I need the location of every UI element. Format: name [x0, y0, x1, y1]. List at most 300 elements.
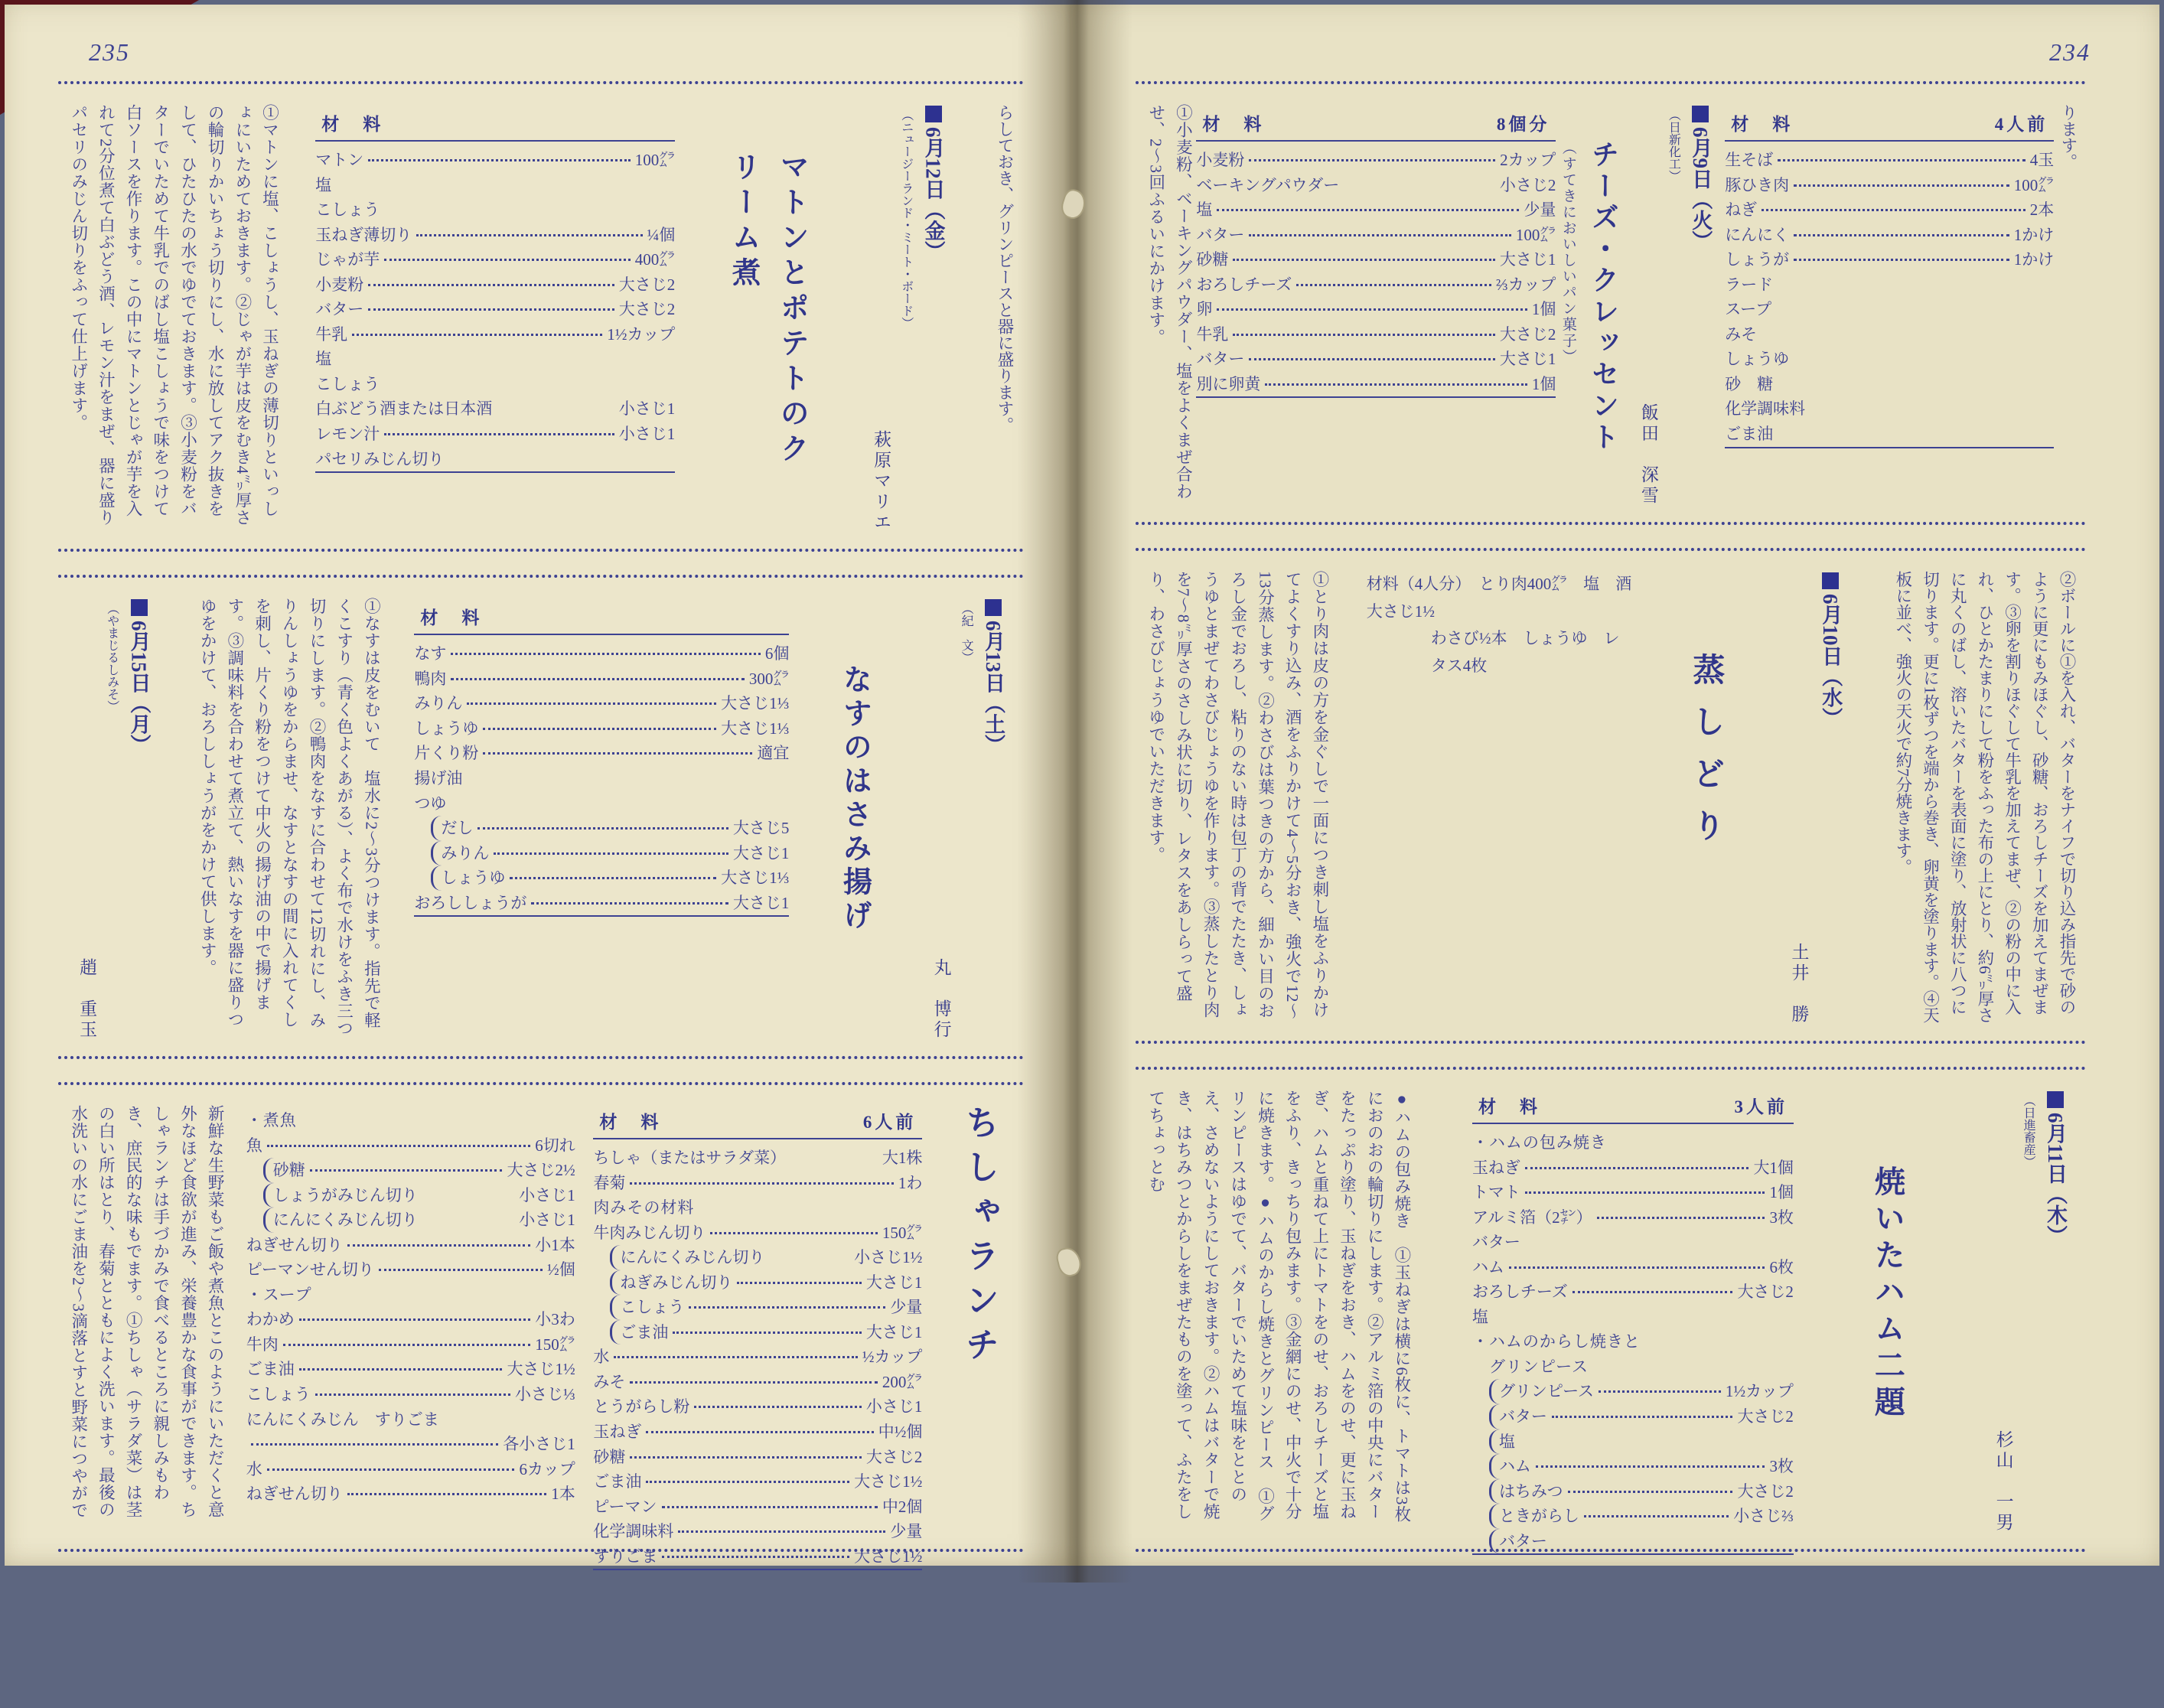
date-block-june15: [72, 598, 156, 1041]
recipe-band-june10: [1136, 548, 2086, 1044]
ingredient-name: アルミ箔（2㌢）: [1471, 1208, 1592, 1227]
dot-leader: [267, 1145, 531, 1147]
ingredient-row: [246, 1332, 575, 1358]
ingredient-name: 塩: [1471, 1307, 1488, 1326]
date-block-june10: [1784, 571, 1847, 1025]
ingredient-list-june9: [1725, 148, 2054, 447]
ingredient-name: ピーマン: [593, 1497, 657, 1516]
ingredient-row: [315, 322, 675, 347]
ingredient-quantity: 大さじ2: [618, 300, 676, 319]
materials-line-2: わさび½本 しょうゆ レタス4枚: [1430, 629, 1620, 676]
dot-leader: [1233, 259, 1495, 261]
materials-header: [315, 110, 675, 142]
ingredient-quantity: 6枚: [1769, 1257, 1794, 1276]
page-234: [1070, 5, 2159, 1566]
date-square-icon: [2047, 1091, 2064, 1108]
instructions-june10: ①とり肉は皮の方を金ぐしで一面につき刺し塩をふりかけてよくすり込み、酒をふりかけて4〜5分おき、強火で12〜13分蒸します。②わさびは葉つきの方から、細かい目のおろし金でおろし、粘りのない時は包丁の背でたたき、しょうゆとまぜてわさびじょうゆを作ります。③蒸したとり肉を7〜8㍉厚さのさしみ状に切り、レタスをあしらって盛り、わさびじょうゆでいただきます。: [1146, 571, 1329, 1021]
ingredient-quantity: 中2個: [882, 1497, 923, 1516]
materials-label: 材 料: [1731, 115, 1794, 134]
ingredient-row: [1196, 197, 1556, 223]
dot-leader: [384, 433, 614, 435]
ingredient-quantity: 1かけ: [2013, 250, 2055, 269]
ingredient-row: [315, 447, 675, 472]
ingredient-quantity: 300㌘: [748, 669, 790, 688]
ingredient-row: [1489, 1479, 1794, 1504]
ingredient-name: にんにくみじん切り: [620, 1248, 765, 1267]
ingredient-name: こしょう: [246, 1385, 311, 1404]
ingredient-quantity: 1個: [1531, 374, 1556, 393]
ingredient-name: ・ハムの包み焼き: [1471, 1133, 1607, 1152]
ingredient-row: [1725, 297, 2054, 322]
ingredient-name: ごま油: [593, 1472, 642, 1491]
dot-leader: [1584, 1515, 1729, 1517]
dot-leader: [646, 1481, 849, 1483]
sponsor-label: （日新化工）: [1667, 109, 1680, 182]
ingredient-name: ねぎ: [1725, 200, 1758, 220]
ingredient-row: [263, 1208, 575, 1233]
ingredient-quantity: 適宜: [757, 744, 790, 763]
ingredient-name: ねぎせん切り: [246, 1235, 343, 1254]
materials-inline-june10: [1367, 571, 1634, 680]
ingredient-name: マトン: [315, 151, 364, 169]
materials-label: 材 料: [1202, 115, 1265, 134]
ingredient-name: わかめ: [246, 1310, 295, 1329]
ingredient-quantity: 少量: [890, 1522, 923, 1541]
ingredient-row: [315, 422, 675, 447]
dot-leader: [1552, 1416, 1733, 1418]
date-square-icon: [1822, 572, 1839, 589]
ingredient-name: 別に卵黄: [1196, 374, 1261, 393]
date-square-icon: [131, 599, 148, 616]
ingredient-name: こしょう: [315, 374, 380, 393]
servings-label: 6人前: [862, 1113, 917, 1132]
ingredient-row: [1489, 1504, 1794, 1529]
ingredient-name: ごま油: [620, 1322, 669, 1341]
ingredient-quantity: 大さじ5: [732, 819, 790, 838]
ingredient-name: 水: [593, 1348, 610, 1367]
ingredient-name: ピーマンせん切り: [246, 1260, 374, 1279]
date-block-june9: [1634, 104, 1718, 507]
ingredient-name: 化学調味料: [593, 1522, 674, 1541]
continuation-text-prev-recipe: らしておき、グリンピースと器に盛ります。: [996, 104, 1014, 433]
dot-leader: [467, 702, 716, 705]
ingredient-name: しょうゆ: [1725, 350, 1790, 369]
ingredient-name: 小麦粉: [1196, 151, 1245, 169]
ingredient-name: バター: [1498, 1407, 1547, 1426]
ingredient-quantity: 6切れ: [535, 1136, 575, 1155]
ingredient-quantity: 小3わ: [535, 1310, 575, 1329]
ingredient-name: 牛肉みじん切り: [593, 1223, 706, 1242]
sponsor-label: （やまじるしみそ）: [105, 602, 119, 713]
ingredient-quantity: 大さじ1⅓: [721, 719, 790, 738]
ingredient-name: すりごま: [593, 1547, 658, 1566]
materials-header: [1196, 110, 1556, 142]
ingredient-row: [315, 297, 675, 322]
ingredient-name: とうがらし粉: [593, 1397, 690, 1416]
ingredient-row: [246, 1457, 575, 1482]
dot-leader: [630, 1381, 878, 1384]
ingredient-quantity: 大さじ1½: [854, 1472, 923, 1491]
ingredient-quantity: 小さじ1: [865, 1397, 923, 1416]
dot-leader: [1233, 334, 1495, 336]
ingredient-name: 砂糖: [1196, 250, 1229, 269]
ingredient-row: [1472, 1180, 1794, 1205]
ingredient-row: [246, 1432, 575, 1457]
ingredient-name: 砂糖: [593, 1447, 626, 1466]
dot-leader: [678, 1530, 885, 1533]
ingredient-name: しょうがみじん切り: [272, 1185, 418, 1204]
ingredient-row: [431, 841, 789, 866]
ingredient-name: みそ: [593, 1372, 626, 1391]
ingredient-name: スープ: [1725, 300, 1772, 319]
ingredient-quantity: 大さじ1: [865, 1322, 923, 1341]
ingredient-name: ごま油: [1725, 425, 1774, 444]
page-number-right: 234: [2049, 38, 2091, 66]
dot-leader: [477, 827, 728, 830]
ingredient-row: [414, 641, 789, 667]
ingredient-name: こしょう: [315, 200, 380, 220]
dot-leader: [1217, 308, 1527, 311]
recipe-band-june12: [58, 81, 1024, 552]
ingredient-name: じゃが芋: [315, 250, 380, 269]
ingredient-row: [246, 1481, 575, 1507]
ingredient-name: パセリみじん切り: [315, 449, 445, 468]
ingredient-quantity: 小さじ1½: [854, 1248, 923, 1267]
ingredient-name: ねぎせん切り: [246, 1485, 343, 1504]
servings-label: 3人前: [1734, 1097, 1788, 1116]
ingredient-row: [1489, 1429, 1794, 1455]
materials-line-1: 材料（4人分） とり肉400㌘ 塩 酒大さじ1½: [1366, 575, 1632, 621]
ingredient-row: [593, 1146, 922, 1171]
ingredient-name: 化学調味料: [1725, 399, 1806, 419]
ingredient-row: [1196, 272, 1556, 298]
ingredient-row: [1725, 247, 2054, 272]
ingredient-row: [593, 1445, 922, 1470]
ingredient-quantity: 各小さじ1: [503, 1435, 575, 1454]
ingredient-row: [1725, 372, 2054, 397]
ingredient-quantity: 大さじ1: [732, 893, 790, 912]
dot-leader: [283, 1344, 531, 1346]
ingredient-name: ハム: [1498, 1457, 1531, 1476]
ingredient-quantity: 大さじ1: [1499, 350, 1556, 369]
ingredient-quantity: 3枚: [1769, 1208, 1794, 1227]
recipe-subtitle-cheese: （すてきにおいしいパン菓子）: [1559, 140, 1576, 366]
ingredient-quantity: 大さじ1: [865, 1273, 923, 1292]
ingredient-row: [610, 1245, 922, 1270]
ingredient-row: [1489, 1379, 1794, 1404]
ingredient-quantity: 少量: [1524, 200, 1556, 220]
ingredient-row: [593, 1544, 922, 1569]
date-line: 6月12日（金）: [916, 104, 950, 533]
ingredient-quantity: 2カップ: [1500, 151, 1556, 169]
ingredient-quantity: 小さじ1: [519, 1211, 575, 1230]
ingredient-row: [610, 1270, 922, 1296]
ingredient-name: にんにくみじん すりごま: [246, 1410, 439, 1429]
ingredient-name: なす: [414, 644, 447, 663]
dot-leader: [1249, 159, 1495, 161]
dot-leader: [1249, 234, 1511, 236]
materials-header: [414, 604, 789, 635]
dot-leader: [1217, 209, 1519, 211]
recipe-band-june13: [58, 575, 1024, 1059]
materials-label: 材 料: [420, 608, 483, 628]
dot-leader: [646, 1431, 873, 1433]
ingredient-row: [1472, 1305, 1794, 1330]
ingredient-name: 牛肉: [246, 1335, 279, 1354]
ingredient-name: 玉ねぎ: [1471, 1158, 1520, 1177]
page-number-left: 235: [89, 38, 130, 66]
dot-leader: [1572, 1291, 1733, 1293]
ingredient-row: [246, 1407, 575, 1433]
dot-leader: [737, 1282, 862, 1284]
ingredient-quantity: 1個: [1531, 300, 1556, 319]
ingredient-quantity: 大さじ1½: [507, 1360, 575, 1379]
ingredient-row: [593, 1394, 922, 1420]
servings-label: 4人前: [1994, 115, 2048, 134]
intro-and-instructions-chisha: [64, 1105, 228, 1534]
instructions-june11: ●ハムの包み焼き ①玉ねぎは横に6枚に、トマトは3枚におのおの輪切りにします。②アルミ箔の中央にバターをたっぷり塗り、玉ねぎをおき、ハムをのせ、更に玉ねぎ、ハムと重ねて上にトマトをのせ、おろしチーズと塩をふり、きっちり包みます。③金網にのせ、中火で十分に焼きます。●ハムのからし焼きとグリンピース ①グリンピースはゆでて、バターでいためて塩味をととのえ、さめないようにしておきます。②ハムはバターで焼き、はちみつとからしをまぜたものを塗って、ふたをしてちょっとむ: [1146, 1090, 1411, 1523]
ingredient-row: [1196, 322, 1556, 347]
ingredient-row: [1725, 272, 2054, 298]
ingredient-quantity: 小1本: [535, 1235, 575, 1254]
ingredient-row: [1489, 1404, 1794, 1429]
ingredient-quantity: 小さじ⅔: [1733, 1507, 1794, 1526]
ingredient-row: [315, 223, 675, 248]
ingredient-list-chisha-1: [593, 1146, 922, 1569]
ingredient-quantity: 6個: [764, 644, 790, 663]
ingredient-row: [1472, 1255, 1794, 1280]
ingredient-name: 塩: [315, 350, 332, 369]
ingredient-name: バター: [315, 300, 364, 319]
ingredient-row: [593, 1345, 922, 1370]
ingredient-name: 牛乳: [315, 324, 348, 344]
ingredient-row: [246, 1307, 575, 1332]
ingredient-quantity: 大さじ1: [732, 843, 790, 862]
dot-leader: [352, 334, 602, 336]
ingredient-quantity: 2本: [2029, 200, 2055, 220]
materials-block-chisha-right: [593, 1108, 922, 1570]
ingredient-row: [263, 1158, 575, 1183]
ingredient-row: [593, 1519, 922, 1544]
dot-leader: [494, 852, 728, 855]
ingredient-quantity: 少量: [890, 1298, 923, 1317]
dot-leader: [694, 1406, 862, 1408]
ingredient-row: [246, 1233, 575, 1258]
ingredient-quantity: ½個: [546, 1260, 575, 1279]
ingredient-row: [593, 1370, 922, 1395]
ingredient-row: [263, 1183, 575, 1208]
dot-leader: [315, 1393, 510, 1396]
instructions-chisha: ①ちしゃ（サラダ菜）は茎の白い所はとり、春菊とともによく洗います。最後の水洗いの水にごま油を2〜3滴落とすと野菜につやがで: [69, 1105, 143, 1519]
ingredient-row: [610, 1320, 922, 1345]
ingredient-row: [1725, 347, 2054, 372]
ingredient-row: [1725, 223, 2054, 248]
ingredient-row: [1489, 1529, 1794, 1554]
ingredient-name: 卵: [1196, 300, 1213, 319]
ingredient-row: [593, 1221, 922, 1246]
recipe-title-june13: なすのはさみ揚げ: [838, 664, 871, 934]
sponsor-label: （紀 文）: [960, 602, 973, 664]
materials-label: 材 料: [321, 115, 384, 134]
author-name: 萩原マリエ: [872, 430, 891, 534]
ingredient-quantity: 大さじ1: [1499, 250, 1556, 269]
ingredient-name: 塩: [315, 175, 332, 194]
dot-leader: [1568, 1491, 1733, 1493]
ingredient-row: [1196, 173, 1556, 198]
dot-leader: [483, 728, 716, 730]
ingredient-row: [1472, 1205, 1794, 1230]
ingredient-quantity: 3枚: [1769, 1457, 1794, 1476]
dot-leader: [1525, 1191, 1765, 1194]
ingredient-row: [1196, 247, 1556, 272]
dot-leader: [368, 284, 614, 286]
ingredient-name: 水: [246, 1459, 262, 1478]
recipe-band-chisha-lunch: [58, 1082, 1024, 1566]
ingredient-quantity: 100㌘: [1515, 225, 1556, 244]
ingredient-name: だし: [441, 819, 474, 838]
ingredient-name: 肉みその材料: [593, 1198, 695, 1217]
ingredient-quantity: 200㌘: [882, 1372, 923, 1391]
dot-leader: [1597, 1217, 1765, 1219]
ingredient-quantity: 小さじ2: [1499, 175, 1556, 194]
dot-leader: [416, 234, 642, 236]
ingredient-quantity: 1½カップ: [1725, 1382, 1794, 1401]
ingredient-quantity: 小さじ⅓: [514, 1385, 575, 1404]
ingredient-name: 砂糖: [272, 1161, 305, 1180]
ingredient-name: 玉ねぎ: [593, 1423, 642, 1442]
ingredient-row: [246, 1382, 575, 1407]
ingredient-row: [1725, 173, 2054, 198]
ingredient-quantity: 1個: [1769, 1183, 1794, 1202]
ingredient-quantity: 1½カップ: [607, 324, 676, 344]
ingredient-name: バター: [1196, 350, 1245, 369]
date-line: 6月9日（火）: [1683, 104, 1717, 507]
dot-leader: [531, 902, 728, 905]
ingredient-list-june12: [315, 148, 675, 471]
recipe-band-june11: [1136, 1067, 2086, 1552]
ingredient-quantity: 小さじ1: [618, 425, 676, 444]
ingredient-quantity: 4玉: [2029, 151, 2055, 169]
ingredient-quantity: 150㌘: [535, 1335, 575, 1354]
instructions-june12: ①マトンに塩、こしょうし、玉ねぎの薄切りといっしょにいためておきます。②じゃが芋は皮をむき4㍉厚さの輪切りかいちょう切りにし、水に放してアク抜きをして、ひたひたの水でゆでておきます。③小麦粉をバターでいためて牛乳でのばし塩こしょうで味をつけて白ソースを作ります。この中にマトンとじゃが芋を入れて2分位煮て白ぶどう酒、レモン汁をまぜ、器に盛りパセリのみじん切りをふって仕上げます。: [69, 104, 279, 526]
ingredient-row: [1472, 1156, 1794, 1181]
dot-leader: [1265, 383, 1527, 386]
dot-leader: [630, 1456, 862, 1459]
ingredient-quantity: 大さじ2: [1737, 1407, 1794, 1426]
ingredient-quantity: 100㌘: [2013, 175, 2055, 194]
ingredient-name: 片くり粉: [414, 744, 479, 763]
ingredient-row: [414, 791, 789, 817]
date-block-june11: [1988, 1090, 2072, 1534]
dot-leader: [1509, 1266, 1765, 1269]
continuation-instructions-cheese: ②ボールに①を入れ、バターをナイフで切り込み指先で砂のように更にもみほぐし、砂糖、おろしチーズを加えてまぜます。③卵を割りほぐして牛乳を加えてまぜ、②の粉の中に入れ、ひとかたまりにして粉をふった布の上にとり、約6㍉厚さに丸くのばし、溶いたバターを表面に塗り、放射状に八つに切ります。更に1枚ずつを端から巻き、卵黄を塗ります。④天板に並べ、強火の天火で約7分焼きます。: [1893, 571, 2076, 1024]
author-name: 土井 勝: [1789, 943, 1809, 1025]
dot-leader: [384, 259, 631, 261]
dot-leader: [630, 1182, 894, 1185]
sponsor-label: （日進畜産）: [2022, 1094, 2035, 1168]
ingredient-quantity: ¼個: [647, 225, 676, 244]
ingredient-row: [246, 1357, 575, 1382]
ingredient-name: しょうゆ: [441, 869, 506, 888]
ingredient-row: [1472, 1230, 1794, 1255]
date-square-icon: [1692, 106, 1709, 122]
ingredient-row: [246, 1108, 575, 1133]
ingredient-quantity: 大さじ1½: [854, 1547, 923, 1566]
ingredient-name: バター: [1498, 1531, 1547, 1550]
dot-leader: [1525, 1167, 1749, 1169]
ingredient-quantity: 150㌘: [882, 1223, 923, 1242]
ingredient-name: みりん: [441, 843, 490, 862]
materials-block-june13: [414, 604, 789, 917]
ingredient-list-june13: [414, 641, 789, 915]
dot-leader: [689, 1306, 885, 1309]
ingredient-row: [593, 1469, 922, 1494]
ingredient-quantity: ½カップ: [862, 1348, 923, 1367]
ingredient-name: みそ: [1725, 324, 1758, 344]
instructions-cheese-start: ①小麦粉、ベーキングパウダー、塩をよくまぜ合わせ、2〜3回ふるいにかけます。: [1146, 104, 1193, 500]
ingredient-name: レモン汁: [315, 425, 380, 444]
dot-leader: [1794, 259, 2009, 261]
ingredient-name: こしょう: [620, 1298, 685, 1317]
ingredient-row: [315, 197, 675, 223]
ingredient-quantity: 6カップ: [519, 1459, 575, 1478]
dot-leader: [673, 1332, 862, 1334]
dot-leader: [310, 1169, 503, 1172]
ingredient-quantity: 小さじ1: [519, 1185, 575, 1204]
dot-leader: [1794, 234, 2009, 236]
date-line: 6月13日（土）: [976, 598, 1010, 1041]
ingredient-quantity: 100㌘: [634, 151, 676, 169]
recipe-title-june12: マトンとポテトのクリーム煮: [727, 151, 808, 468]
ingredient-row: [1489, 1454, 1794, 1479]
ingredient-row: [414, 766, 789, 791]
dot-leader: [483, 752, 752, 755]
ingredient-row: [1725, 322, 2054, 347]
ingredient-quantity: 1本: [551, 1485, 575, 1504]
date-block-june12: [866, 104, 950, 533]
recipe-title-cheese: チーズ・クレッセント: [1588, 140, 1619, 455]
dot-leader: [1794, 184, 2009, 187]
dot-leader: [299, 1368, 503, 1371]
intro-text: 新鮮な生野菜もご飯や煮魚とこのようにいただくと意外なほど食欲が進み、栄養豊かな食事ができます。ちしゃランチは手づかみで食べるところに親しみもわき、庶民的な味もでます。: [124, 1105, 225, 1518]
ingredient-row: [1196, 347, 1556, 372]
ingredient-row: [593, 1420, 922, 1445]
date-line: 6月15日（月）: [122, 598, 156, 1041]
dot-leader: [662, 1556, 849, 1558]
ingredient-name: 白ぶどう酒または日本酒: [315, 399, 493, 419]
date-line: 6月11日（木）: [2038, 1090, 2072, 1534]
ingredient-quantity: 400㌘: [634, 250, 676, 269]
ingredient-row: [593, 1195, 922, 1221]
recipe-title-june10: 蒸しどり: [1688, 652, 1724, 861]
dot-leader: [251, 1443, 499, 1446]
ingredient-name: バター: [1196, 225, 1245, 244]
materials-header: [593, 1108, 922, 1139]
ingredient-list-chisha-2: [246, 1108, 575, 1507]
ingredient-row: [1725, 422, 2054, 447]
dot-leader: [1536, 1465, 1765, 1468]
ingredient-quantity: 大さじ2: [1737, 1481, 1794, 1501]
ingredient-name: ねぎみじん切り: [620, 1273, 733, 1292]
ingredient-name: 塩: [1498, 1432, 1515, 1451]
ingredient-quantity: 大さじ2: [1499, 324, 1556, 344]
ingredient-row: [1725, 148, 2054, 173]
ingredient-row: [431, 865, 789, 891]
ingredient-row: [315, 372, 675, 397]
ingredient-quantity: 大さじ1⅓: [721, 869, 790, 888]
ingredient-name: バター: [1471, 1233, 1520, 1252]
ingredient-name: 鴨肉: [414, 669, 447, 688]
